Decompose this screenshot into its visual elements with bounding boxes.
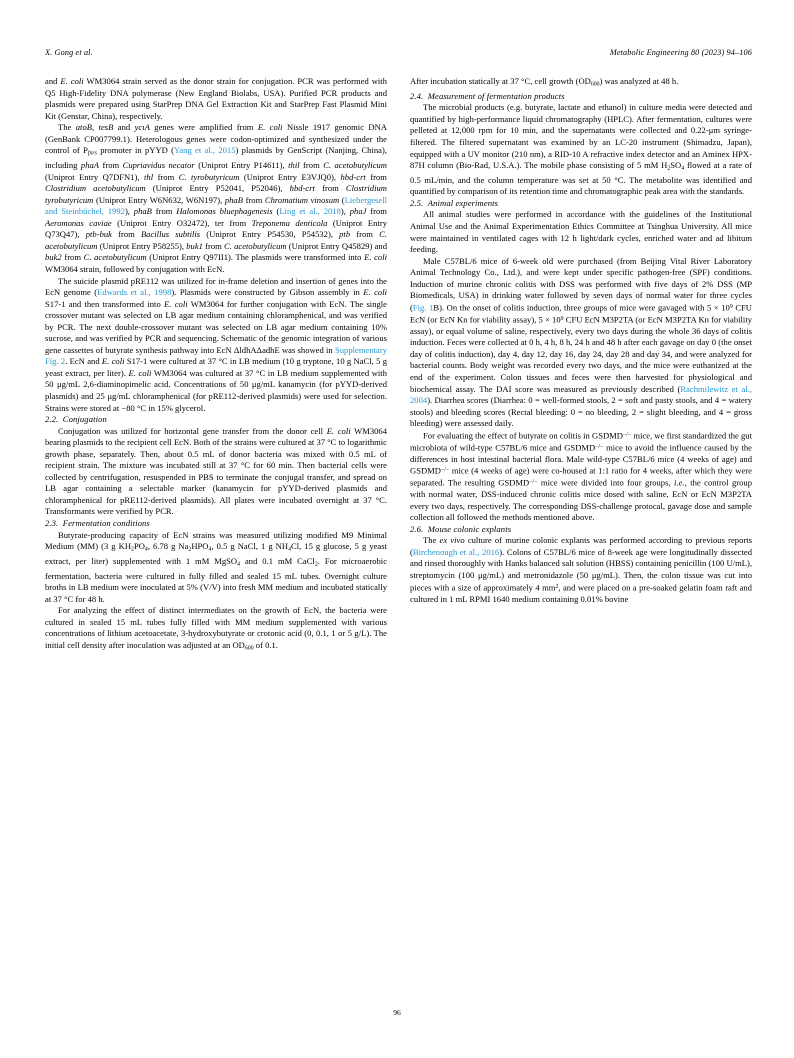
- citation-link[interactable]: Edwards et al., 1998: [97, 287, 172, 298]
- section-number: 2.6.: [410, 523, 424, 534]
- citation-link[interactable]: Yang et al., 2015: [174, 145, 236, 156]
- section-number: 2.2.: [45, 414, 59, 425]
- section-title: Conjugation: [62, 414, 107, 425]
- section-heading-2-2: [45, 414, 387, 426]
- section-number: 2.5.: [410, 197, 424, 208]
- citation-link[interactable]: Birchenough et al., 2016: [412, 546, 500, 557]
- paragraph-fermentation-medium: Butyrate-producing capacity of EcN strains was measured utilizing modified M9 Minimal Medium (MM) (3 g $KH_2PO_4$, 6.78 g $Na_2HPO_4$, 0.5 g NaCl, 1 g $NH_4Cl$, 15 g glucose, 5 g yeast extract, per liter) supplemented with 1 mM MgSO$_4$ and 0.1 mM CaCl$_2$. For microaerobic fermentation, bacteria were cultured in fully filled and sealed 15 mL tubes. Overnight culture broths in LB medium were inoculated at 5% (V/V) into fresh MM medium and incubated statically at 37 °C for 48 h.: [45, 529, 388, 604]
- paragraph-continued: After incubation statically at 37 °C, cell growth $(OD_{600})$ was analyzed at 48 h.: [410, 76, 679, 88]
- citation-link[interactable]: Liebergesell and Steinbüchel, 1992: [45, 194, 387, 217]
- citation-link[interactable]: Ling et al., 2018: [279, 206, 341, 217]
- paragraph-colonic-explants: The ex vivo culture of murine colonic explants was performed according to previous reports (Birchenough et al., 2016). Colons of C57BL/6 mice of 8-week age were longitudinally dissected and rinsed thoroughly with Hanks balanced salt solution (HBSS) containing penicillin (100 U/mL), streptomycin (100 μg/mL) and metronidazole (50 μg/mL). Then, the colon tissue was cut into pieces with a size of approximately 4 $mm^2$, and were placed on a pre-soaked gelatin foam raft and cultured in 1 mL RPMI 1640 medium containing 0.01% bovine: [410, 535, 752, 604]
- figure-link[interactable]: Fig. 1: [412, 302, 434, 313]
- section-heading-2-5: [410, 198, 752, 210]
- section-title: Fermentation conditions: [62, 518, 150, 528]
- paragraph-hplc-method: The microbial products (e.g. butyrate, lactate and ethanol) in culture media were detected and quantified by high-performance liquid chromatography (HPLC). After fermentation, cultures were pelleted at 12,000 rpm for 10 min, and the supernatants were collected and 0.22-μm syringe-filtered. The filtered supernatant was examined by an LC-20 instrument (Shimadzu, Japan), equipped with a UV monitor (210 nm), a RID-10 A refractive index detector and an Aminex HPX-87H column (Bio-Rad, U.S.A.). The mobile phase consisting of 5 mM $H_2SO_4$ flowed at a rate of 0.5 mL/min, and the column temperature was set at 50 °C. The metabolite was identified and quantified by comparison of its retention time and chromatographic peak area with the standards.: [410, 102, 752, 197]
- citation-link[interactable]: Rachmilewitz et al., 2004: [410, 383, 753, 406]
- section-heading-2-6: [410, 524, 752, 536]
- paragraph-continued: and E. coli WM3064 strain served as the donor strain for conjugation. PCR was performed with Q5 High-Fidelity DNA polymerase (New England Biolabs, USA). Purified PCR products and plasmids were prepared using StarPrep DNA Gel Extraction Kit and StarPrep Fast Plasmid Mini Kit (Genstar, China), respectively.: [45, 76, 387, 121]
- section-title: Measurement of fermentation products: [427, 90, 565, 101]
- right-column: [410, 76, 752, 655]
- running-head-authors: X. Gong et al.: [45, 48, 93, 57]
- section-number: 2.3.: [45, 518, 59, 528]
- section-title: Animal experiments: [427, 197, 499, 208]
- page-number: 96: [393, 1008, 401, 1017]
- body-columns: [45, 76, 752, 655]
- paragraph-intermediates: For analyzing the effect of distinct intermediates on the growth of EcN, the bacteria were cultured in sealed 15 mL tubes fully filled with MM medium supplemented with various concentrations of lithium acetoacetate, 3-hydroxybutyrate or crotonic acid (0, 0.1, 1 or 5 g/L). The initial cell density after inoculation was adjusted at an $OD_{600}$ of 0.1.: [45, 605, 387, 652]
- section-number: 2.4.: [410, 90, 424, 101]
- paragraph-gsdmd-experiment: For evaluating the effect of butyrate on colitis in GSDMD−/− mice, we first standardized the gut microbiota of wild-type C57BL/6 mice and GSDMD−/− mice to avoid the influence caused by the differences in host intestinal bacterial flora. Male wild-type C57BL/6 mice (4 weeks of age) and GSDMD−/− mice (4 weeks of age) were co-housed at 1:1 ratio for 4 weeks, after which they were separated. The resulting GSDMD−/− mice were divided into four groups, i.e., the control group with normal water, DSS-induced chronic colitis mice dosed with saline, EcN or EcN M3P2TA every two days, respectively. The corresponding DSS-challenge protocal, gavage dose and sample collection all followed the methods mentioned above.: [410, 430, 752, 523]
- supplementary-figure-link[interactable]: Supplementary Fig. 2: [45, 344, 387, 367]
- running-head-journal: Metabolic Engineering 80 (2023) 94–106: [609, 48, 752, 57]
- section-heading-2-3: [45, 518, 387, 530]
- paragraph-animal-ethics: All animal studies were performed in accordance with the guidelines of the Institutional Animal Use and the Animal Experimentation Ethics Committee at Tsinghua University. All mice were maintained in ventilated cages with 12 h light/dark cycles, enriched water and ad libitum feeding.: [410, 209, 752, 255]
- section-title: Mouse colonic explants: [427, 523, 512, 534]
- paragraph-colitis-model: Male C57BL/6 mice of 6-week old were purchased (from Beijing Vital River Laboratory Animal Technology Co., Ltd.), and were kept under specific pathogen-free (SPF) conditions. Induction of murine chronic colitis with DSS was performed with five days of 2% DSS (MP Biomedicals, USA) in drinking water followed by seven days of normal water for three cycles (Fig. 1B). On the onset of colitis induction, three groups of mice were gavaged with $5 \times 10^9$ CFU EcN (or EcN Kn for viability assay), $5 \times 10^9$ CFU EcN M3P2TA (or EcN M3P2TA Kn for viability assay), or equal volume of saline, respectively, every two days during the whole 36 days of colitis induction. Feces were collected at 0 h, 4 h, 8 h, 24 h and 48 h after each gavage on day 0 (the onset day of colitis induction), day 4, day 12, day 16, day 24, day 28 and day 34, and were analyzed for bacterial counts. Body weight was recorded every two days, and the mice were euthanized at the end of the experiment. Colon tissues and feces were then harvested for physiological and biochemical assay. The DAI score was measured as previously described (Rachmilewitz et al., 2004). Diarrhea scores (Diarrhea: 0 = well-formed stools, 2 = soft and pasty stools, and 4 = watery stools) and bleeding scores (Rectal bleeding: 0 = no bleeding, 2 = slight bleeding, and 4 = gross bleeding) were assessed daily.: [410, 255, 753, 429]
- paragraph-suicide-plasmid: The suicide plasmid pRE112 was utilized for in-frame deletion and insertion of genes into the EcN genome (Edwards et al., 1998). Plasmids were constructed by Gibson assembly in E. coli S17-1 and then transformed into E. coli WM3064 for further conjugation with EcN. The single crossover mutant was selected on LB agar medium containing chloramphenical, and was verified by PCR. The next double-crossover mutant was selected on LB agar medium containing 10% sucrose, and was verified by PCR and sequencing. Schematic of the genomic integration of various gene cassettes of butyrate synthesis pathway into EcN ΔldhAΔadhE was showed in Supplementary Fig. 2. EcN and E. coli S17-1 were cultured at 37 °C in LB medium (10 g tryptone, 10 g NaCl, 5 g yeast extract, per liter). E. coli WM3064 was cultured at 37 °C in LB medium supplemented with 50 μg/mL 2,6-diaminopimelic acid. Concentrations of 50 μg/mL kanamycin (for pYYD-derived plasmids) and 25 μg/mL chloramphenical (for pRE112-derived plasmids) were used for selection. Strains were stored at −80 °C in 15% glycerol.: [45, 275, 388, 413]
- paragraph-conjugation: Conjugation was utilized for horizontal gene transfer from the donor cell E. coli WM3064 bearing plasmids to the recipient cell EcN. Both of the strains were cultured at 37 °C to logarithmic growth phase, separately. Then, about 0.5 mL of donor bacteria was mixed with 0.5 mL of recipient strain. The mixture was incubated still at 37 °C for 60 min. Then bacterial cells were collected by centrifugation, resuspended in PBS to terminate the conjugal transfer, and spread on LB agar containing a selectable marker (kanamycin for pYYD-derived plasmids and chloramphenical for pRE112-derived plasmids). All plates were incubated overnight at 37 °C. Transformants were verified by PCR.: [45, 425, 387, 517]
- running-head: [45, 48, 752, 57]
- left-column: [45, 76, 387, 655]
- section-heading-2-4: [410, 91, 752, 103]
- paragraph-gene-sources: The atoB, tesB and ycıA genes were amplified from E. coli Nissle 1917 genomic DNA (GenBank CP007799.1). Heterologous genes were codon-optimized and synthesized under the control of $P_{fnrs}$ promoter in pYYD (Yang et al., 2015) plasmids by GenScript (Nanjing, China), including phaA from Cupriavidus necator (Uniprot Entry P14611), thil from C. acetobutylicum (Uniprot Entry Q7DFN1), thl from C. tyrobutyricum (Uniprot Entry E3VJQ0), hbd-crt from Clostridium acetobutylicum (Uniprot Entry P52041, P52046), hbd-crt from Clostridium tyrobutyricum (Uniprot Entry W6N632, W6N197), phaB from Chromatium vinosum (Liebergesell and Steinbüchel, 1992), phaB from Halomonas bluephagenesis (Ling et al., 2018), phaJ from Aeromonas caviae (Uniprot Entry O32472), ter from Treponema denticola (Uniprot Entry Q73Q47), ptb-buk from Bacillus subtilis (Uniprot Entry P54530, P54532), ptb from C. acetobutylicum (Uniprot Entry P58255), buk1 from C. acetobutylicum (Uniprot Entry Q45829) and buk2 from C. acetobutylicum (Uniprot Entry Q97II1). The plasmids were transformed into E. coli WM3064 strain, followed by conjugation with EcN.: [45, 122, 388, 275]
